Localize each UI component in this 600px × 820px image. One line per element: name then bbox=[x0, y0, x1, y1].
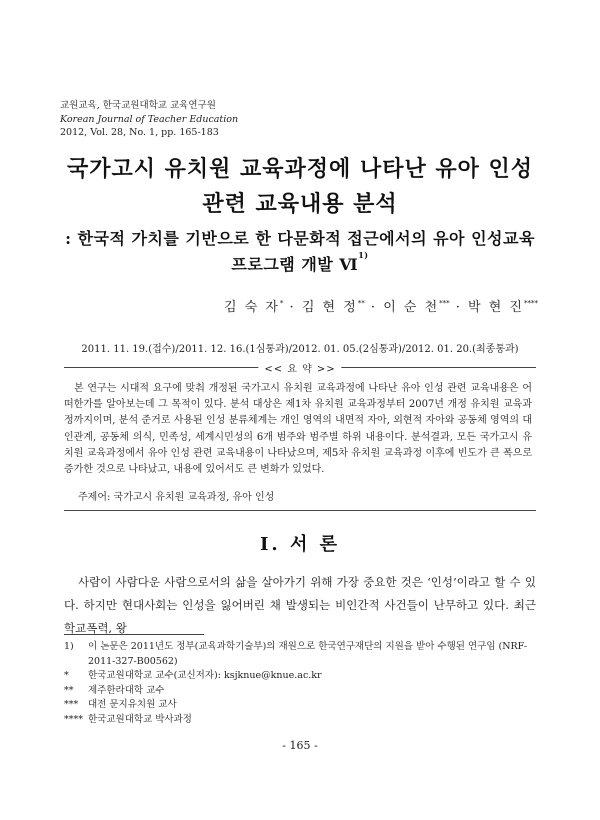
author-mark: *** bbox=[439, 299, 450, 308]
abstract-text: 본 연구는 시대적 요구에 맞춰 개정된 국가고시 유치원 교육과정에 나타난 유아 인성 관련 교육내용은 어떠한가를 알아보는데 그 목적이 있다. 분석 대상은 제1차 유치원 교육과정부터 2007년 개정 유치원 교육과정까지이며, 분석 준거로 사용된 인성 분류체계는 개인 영역의 내면적 자아, 외현적 자아와 공동체 영역의 대인관계, 공동체 의식, 민족성, 세계시민성의 6개 범주와 범주별 하위 내용이다. 분석결과, 모든 국가고시 유치원 교육과정에서 유아 인성 관련 교육내용이 나타났으며, 제5차 유치원 교육과정 이후에 빈도가 큰 폭으로 증가한 것으로 나타났고, 내용에 있어서도 큰 변화가 있었다. bbox=[64, 383, 532, 476]
footnote bbox=[64, 684, 536, 699]
footnote-text: 대전 문지유치원 교사 bbox=[88, 699, 177, 710]
author-name: 이 순 천 bbox=[383, 300, 440, 315]
subtitle-footnote-mark: 1) bbox=[358, 250, 369, 260]
footnote-text: 한국교원대학교 교수(교신저자): ksjknue@knue.ac.kr bbox=[88, 670, 322, 681]
body-paragraph: 사람이 사람다운 사람으로서의 삶을 살아가기 위해 가장 중요한 것은 ‘인성’이라고 할 수 있다. 하지만 현대사회는 인성을 잃어버린 채 발생되는 비인간적 사건들이 난무하고 있다. 최근 학교폭력, 왕 bbox=[64, 575, 536, 635]
journal-volume-info: 2012, Vol. 28, No. 1, pp. 165-183 bbox=[60, 127, 219, 138]
author-separator: · bbox=[283, 300, 302, 315]
footnote-mark: ** bbox=[64, 684, 74, 696]
footnote-mark: **** bbox=[64, 713, 83, 725]
keywords: 주제어: 국가고시 유치원 교육과정, 유아 인성 bbox=[78, 492, 275, 503]
footnote bbox=[64, 713, 536, 728]
author-separator: · bbox=[364, 300, 384, 315]
abstract-bottom-rule bbox=[64, 510, 536, 511]
author-name: 박 현 진 bbox=[468, 300, 524, 315]
footnotes bbox=[64, 640, 536, 727]
journal-header bbox=[60, 99, 238, 140]
footnote-mark: 1) bbox=[64, 641, 74, 652]
section-heading: Ⅰ. 서 론 bbox=[260, 534, 340, 555]
footnote-mark: * bbox=[64, 670, 69, 681]
paper-title-line-2: 관련 교육내용 분석 bbox=[202, 191, 398, 217]
author-name: 김 현 정 bbox=[301, 300, 358, 315]
author-mark: ** bbox=[357, 299, 365, 308]
abstract-heading bbox=[64, 360, 536, 374]
author-name: 김 숙 자 bbox=[223, 300, 280, 315]
footnote bbox=[64, 698, 536, 713]
subtitle-text: 프로그램 개발 Ⅵ bbox=[231, 255, 359, 274]
paper-title-line-1: 국가고시 유치원 교육과정에 나타난 유아 인성 bbox=[66, 156, 534, 182]
author-separator: · bbox=[449, 300, 469, 315]
author-list bbox=[224, 296, 538, 315]
footnote-mark: *** bbox=[64, 699, 79, 710]
author-mark: * bbox=[279, 299, 284, 308]
author-mark: **** bbox=[524, 299, 538, 308]
footnote-text: 제주한라대학 교수 bbox=[88, 684, 165, 696]
footnote-text: 한국교원대학교 박사과정 bbox=[88, 713, 192, 725]
footnote-text: 이 논문은 2011년도 정부(교육과학기술부)의 재원으로 한국연구재단의 지원을 받아 수행된 연구임 (NRF-2011-327-B00562) bbox=[88, 641, 528, 667]
footnote bbox=[64, 640, 536, 669]
abstract-heading-label: << 요 약 >> bbox=[258, 360, 341, 375]
journal-name-korean: 교원교육, 한국교원대학교 교육연구원 bbox=[60, 100, 216, 111]
journal-name-english: Korean Journal of Teacher Education bbox=[60, 113, 239, 125]
review-dates: 2011. 11. 19.(접수)/2011. 12. 16.(1심통과)/2012. 01. 05.(2심통과)/2012. 01. 20.(최종통과) bbox=[81, 344, 519, 355]
paper-subtitle-line-2 bbox=[0, 252, 600, 275]
footnote bbox=[64, 669, 536, 684]
paper-subtitle-line-1: : 한국적 가치를 기반으로 한 다문화적 접근에서의 유아 인성교육 bbox=[65, 229, 535, 248]
page-number: - 165 - bbox=[282, 739, 318, 752]
footnote-rule bbox=[64, 634, 204, 635]
